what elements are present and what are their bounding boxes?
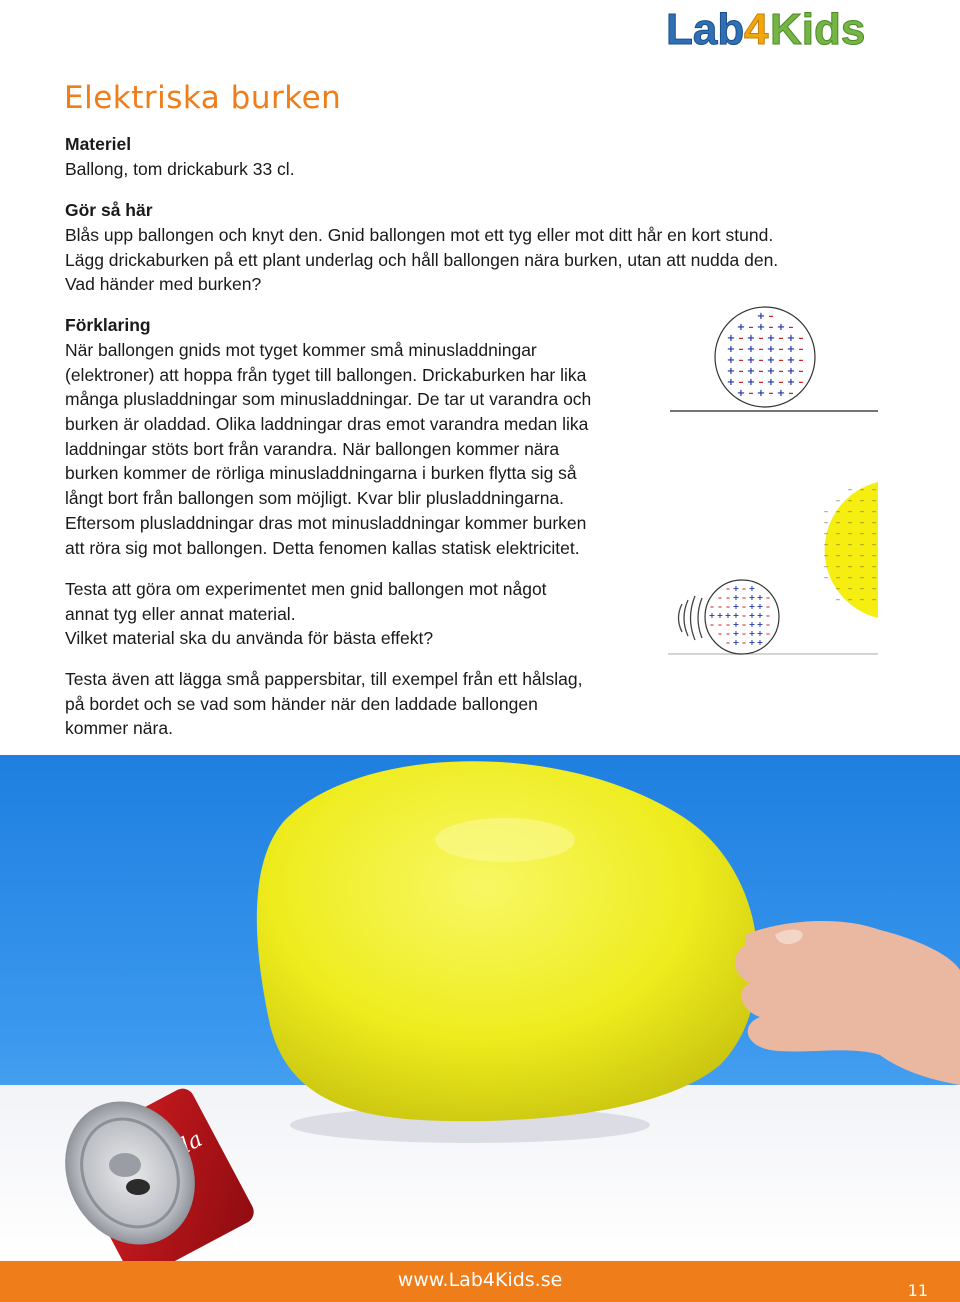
- materiel-text: Ballong, tom drickaburk 33 cl.: [65, 159, 295, 179]
- test-line: kommer nära.: [65, 718, 173, 738]
- minus-charge: –: [798, 366, 804, 377]
- minus-charge: –: [726, 629, 730, 638]
- balloon-minus-charge: –: [871, 584, 877, 594]
- balloon-minus-charge: –: [859, 562, 865, 572]
- minus-charge: –: [768, 311, 774, 322]
- plus-charge: +: [748, 638, 756, 647]
- plus-charge: +: [732, 593, 740, 602]
- balloon-minus-charge: –: [835, 595, 841, 605]
- minus-charge: –: [798, 355, 804, 366]
- minus-charge: –: [742, 593, 746, 602]
- instructions-line: Vad händer med burken?: [65, 274, 262, 294]
- plus-charge: +: [732, 611, 740, 620]
- minus-charge: –: [738, 377, 744, 388]
- balloon-minus-charge: –: [823, 562, 829, 572]
- instructions-heading: Gör så här: [65, 200, 153, 220]
- minus-charge: –: [718, 629, 722, 638]
- plus-charge: +: [756, 593, 764, 602]
- materiel-heading: Materiel: [65, 134, 132, 154]
- balloon-minus-charge: –: [859, 573, 865, 583]
- plus-charge: +: [748, 584, 756, 593]
- page-title: Elektriska burken: [64, 80, 342, 116]
- plus-charge: +: [766, 366, 776, 377]
- minus-charge: –: [718, 602, 722, 611]
- balloon-minus-charge: –: [871, 507, 877, 517]
- minus-charge: –: [788, 322, 794, 333]
- minus-charge: –: [778, 355, 784, 366]
- plus-charge: +: [756, 388, 766, 399]
- plus-charge: +: [746, 333, 756, 344]
- plus-charge: +: [716, 611, 724, 620]
- minus-charge: –: [738, 355, 744, 366]
- balloon-minus-charge: –: [823, 507, 829, 517]
- minus-charge: –: [710, 602, 714, 611]
- balloon-minus-charge: –: [847, 496, 853, 506]
- balloon-minus-charge: –: [847, 562, 853, 572]
- plus-charge: +: [776, 388, 786, 399]
- polarized-can-diagram: [666, 480, 880, 658]
- minus-charge: –: [742, 611, 746, 620]
- minus-charge: –: [748, 388, 754, 399]
- minus-charge: –: [758, 344, 764, 355]
- balloon-minus-charge: –: [823, 573, 829, 583]
- plus-charge: +: [708, 611, 716, 620]
- balloon-minus-charge: –: [847, 540, 853, 550]
- minus-charge: –: [758, 355, 764, 366]
- neutral-can-diagram: [668, 305, 880, 417]
- balloon-minus-charge: –: [871, 595, 877, 605]
- minus-charge: –: [738, 366, 744, 377]
- test-line: Testa även att lägga små pappersbitar, till exempel från ett hålslag,: [65, 669, 583, 689]
- minus-charge: –: [726, 638, 730, 647]
- balloon-minus-charge: –: [847, 584, 853, 594]
- test-line: på bordet och se vad som händer när den laddade ballongen: [65, 694, 538, 714]
- balloon-minus-charge: –: [871, 529, 877, 539]
- balloon-minus-charge: –: [835, 584, 841, 594]
- balloon-minus-charge: –: [859, 496, 865, 506]
- minus-charge: –: [726, 620, 730, 629]
- plus-charge: +: [766, 355, 776, 366]
- plus-charge: +: [756, 311, 766, 322]
- balloon-minus-charge: –: [847, 573, 853, 583]
- balloon-minus-charge: –: [871, 496, 877, 506]
- instructions-line: Lägg drickaburken på ett plant underlag och håll ballongen nära burken, utan att nudda den.: [65, 250, 779, 270]
- plus-charge: +: [732, 629, 740, 638]
- balloon-minus-charge: –: [847, 485, 853, 495]
- minus-charge: –: [798, 344, 804, 355]
- balloon-minus-charge: –: [871, 485, 877, 495]
- balloon-minus-charge: –: [859, 485, 865, 495]
- plus-charge: +: [786, 366, 796, 377]
- test-line: Testa att göra om experimentet men gnid ballongen mot något: [65, 579, 547, 599]
- instructions-line: Blås upp ballongen och knyt den. Gnid ballongen mot ett tyg eller mot ditt hår en kort stund.: [65, 225, 774, 245]
- balloon-minus-charge: –: [823, 529, 829, 539]
- plus-charge: +: [748, 611, 756, 620]
- explanation-line: att röra sig mot ballongen. Detta fenomen kallas statisk elektricitet.: [65, 538, 580, 558]
- explanation-line: (elektroner) att hoppa från tyget till ballongen. Drickaburken har lika: [65, 365, 587, 385]
- balloon-minus-charge: –: [859, 584, 865, 594]
- minus-charge: –: [778, 333, 784, 344]
- balloon-minus-charge: –: [871, 540, 877, 550]
- balloon-minus-charge: –: [871, 518, 877, 528]
- lab4kids-logo: [666, 4, 880, 50]
- svg-text:4: 4: [744, 5, 769, 50]
- plus-charge: +: [746, 366, 756, 377]
- plus-charge: +: [732, 602, 740, 611]
- plus-charge: +: [756, 638, 764, 647]
- plus-charge: +: [748, 593, 756, 602]
- plus-charge: +: [766, 333, 776, 344]
- plus-charge: +: [732, 620, 740, 629]
- balloon-minus-charge: –: [871, 551, 877, 561]
- balloon-minus-charge: –: [859, 595, 865, 605]
- balloon-minus-charge: –: [835, 496, 841, 506]
- plus-charge: +: [726, 355, 736, 366]
- minus-charge: –: [748, 322, 754, 333]
- minus-charge: –: [798, 333, 804, 344]
- motion-lines-icon: [679, 596, 703, 640]
- minus-charge: –: [768, 322, 774, 333]
- plus-charge: +: [766, 377, 776, 388]
- explanation-line: burken är oladdad. Olika laddningar dras emot varandra medan lika: [65, 414, 589, 434]
- balloon-minus-charge: –: [847, 529, 853, 539]
- balloon-minus-charge: –: [835, 551, 841, 561]
- plus-charge: +: [756, 322, 766, 333]
- balloon-minus-charge: –: [871, 573, 877, 583]
- plus-charge: +: [736, 322, 746, 333]
- balloon-minus-charge: –: [823, 518, 829, 528]
- plus-charge: +: [776, 322, 786, 333]
- minus-charge: –: [766, 602, 770, 611]
- minus-charge: –: [742, 620, 746, 629]
- plus-charge: +: [736, 388, 746, 399]
- minus-charge: –: [758, 366, 764, 377]
- balloon-minus-charge: –: [835, 540, 841, 550]
- minus-charge: –: [766, 620, 770, 629]
- explanation-line: Eftersom plusladdningar dras mot minusladdningar kommer burken: [65, 513, 587, 533]
- balloon-minus-charge: –: [835, 529, 841, 539]
- plus-charge: +: [748, 602, 756, 611]
- balloon-minus-charge: –: [859, 518, 865, 528]
- plus-charge: +: [756, 629, 764, 638]
- plus-charge: +: [786, 344, 796, 355]
- minus-charge: –: [726, 602, 730, 611]
- balloon-minus-charge: –: [835, 507, 841, 517]
- minus-charge: –: [788, 388, 794, 399]
- plus-charge: +: [724, 611, 732, 620]
- minus-charge: –: [778, 377, 784, 388]
- balloon-minus-charge: –: [823, 540, 829, 550]
- minus-charge: –: [742, 629, 746, 638]
- plus-charge: +: [746, 344, 756, 355]
- plus-charge: +: [756, 602, 764, 611]
- balloon-minus-charge: –: [847, 507, 853, 517]
- plus-charge: +: [746, 355, 756, 366]
- minus-charge: –: [738, 344, 744, 355]
- balloon-minus-charge: –: [859, 540, 865, 550]
- plus-charge: +: [732, 584, 740, 593]
- plus-charge: +: [786, 377, 796, 388]
- plus-charge: +: [756, 620, 764, 629]
- minus-charge: –: [742, 602, 746, 611]
- balloon-minus-charge: –: [859, 529, 865, 539]
- plus-charge: +: [732, 638, 740, 647]
- plus-charge: +: [726, 344, 736, 355]
- plus-charge: +: [766, 344, 776, 355]
- minus-charge: –: [766, 629, 770, 638]
- test-line: Vilket material ska du använda för bästa effekt?: [65, 628, 434, 648]
- page-footer: [0, 1261, 960, 1302]
- balloon-minus-charge: –: [871, 562, 877, 572]
- minus-charge: –: [778, 366, 784, 377]
- plus-charge: +: [756, 611, 764, 620]
- minus-charge: –: [766, 593, 770, 602]
- explanation-line: När ballongen gnids mot tyget kommer små minusladdningar: [65, 340, 537, 360]
- minus-charge: –: [778, 344, 784, 355]
- plus-charge: +: [748, 620, 756, 629]
- plus-charge: +: [786, 355, 796, 366]
- minus-charge: –: [710, 620, 714, 629]
- explanation-line: många plusladdningar som minusladdningar. De tar ut varandra och: [65, 389, 592, 409]
- experiment-photo: [0, 755, 960, 1261]
- minus-charge: –: [726, 584, 730, 593]
- balloon-minus-charge: –: [835, 573, 841, 583]
- balloon-minus-charge: –: [847, 595, 853, 605]
- minus-charge: –: [718, 620, 722, 629]
- test-line: annat tyg eller annat material.: [65, 604, 296, 624]
- plus-charge: +: [726, 366, 736, 377]
- footer-url[interactable]: www.Lab4Kids.se: [397, 1269, 563, 1291]
- balloon-minus-charge: –: [835, 562, 841, 572]
- minus-charge: –: [766, 611, 770, 620]
- balloon-minus-charge: –: [835, 518, 841, 528]
- minus-charge: –: [726, 593, 730, 602]
- plus-charge: +: [726, 377, 736, 388]
- balloon-minus-charge: –: [847, 551, 853, 561]
- explanation-line: laddningar stöts bort från varandra. När ballongen kommer nära: [65, 439, 560, 459]
- balloon-minus-charge: –: [859, 507, 865, 517]
- minus-charge: –: [798, 377, 804, 388]
- minus-charge: –: [758, 333, 764, 344]
- minus-charge: –: [718, 593, 722, 602]
- minus-charge: –: [738, 333, 744, 344]
- minus-charge: –: [742, 638, 746, 647]
- plus-charge: +: [746, 377, 756, 388]
- svg-text:Lab: Lab: [666, 5, 745, 50]
- svg-text:Kids: Kids: [770, 5, 866, 50]
- explanation-line: burken kommer de rörliga minusladdningarna i burken flytta sig så: [65, 463, 577, 483]
- balloon-minus-charge: –: [823, 551, 829, 561]
- plus-charge: +: [786, 333, 796, 344]
- explanation-heading: Förklaring: [65, 315, 151, 335]
- explanation-line: långt bort från ballongen som möjligt. Kvar blir plusladdningarna.: [65, 488, 565, 508]
- plus-charge: +: [726, 333, 736, 344]
- balloon-minus-charge: –: [859, 551, 865, 561]
- minus-charge: –: [768, 388, 774, 399]
- plus-charge: +: [748, 629, 756, 638]
- minus-charge: –: [742, 584, 746, 593]
- page-number: 11: [907, 1281, 928, 1300]
- balloon-minus-charge: –: [847, 518, 853, 528]
- minus-charge: –: [758, 377, 764, 388]
